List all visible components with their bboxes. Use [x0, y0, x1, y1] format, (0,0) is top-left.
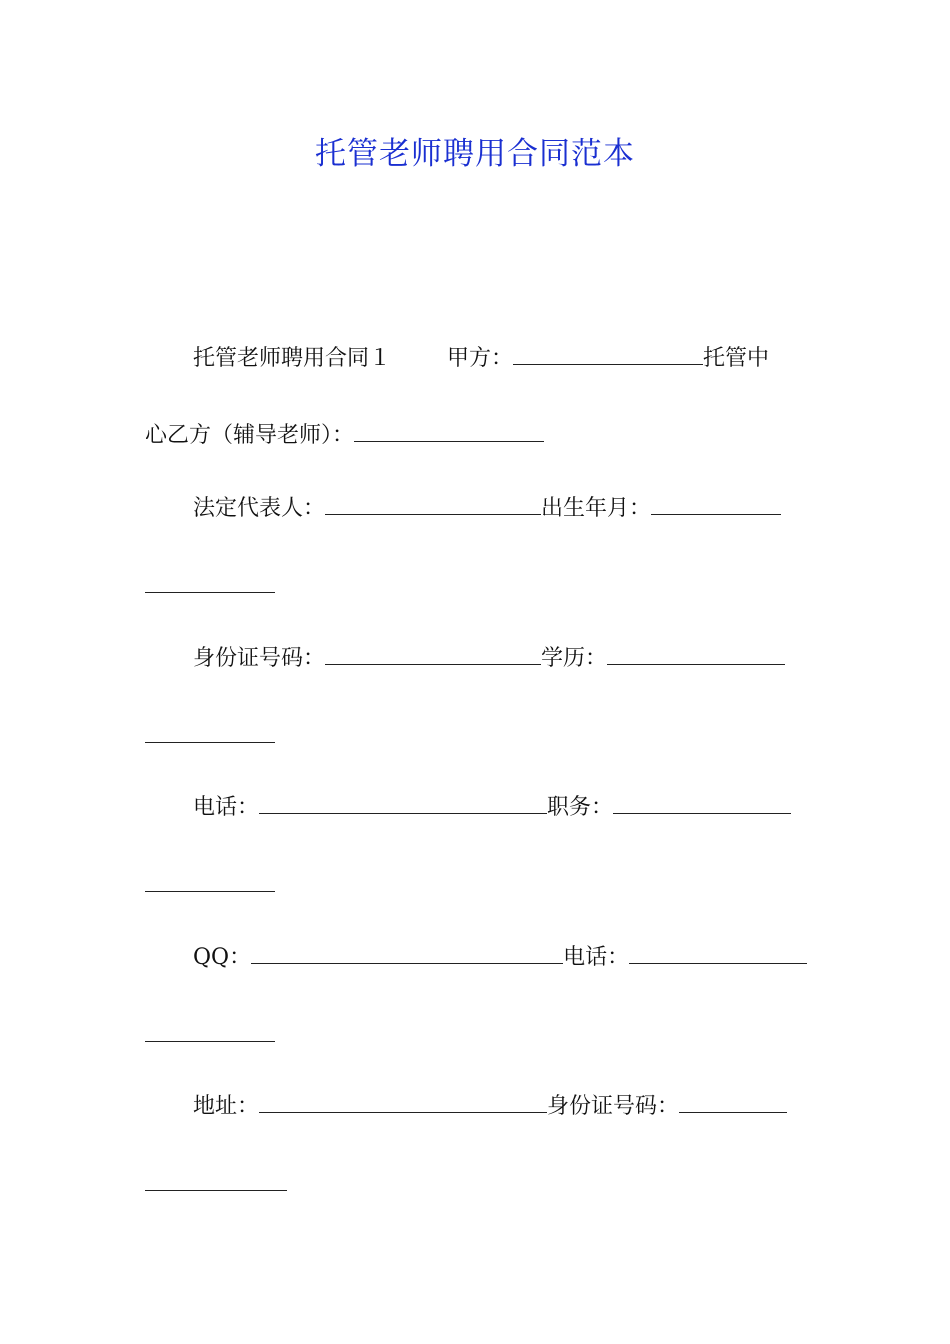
line-education-continued	[145, 722, 275, 752]
line-address	[193, 1092, 787, 1122]
phone2-label: 电话：	[563, 945, 630, 970]
line-legal-rep	[193, 494, 781, 524]
birth-label: 出生年月：	[541, 496, 652, 521]
address-blank[interactable]	[259, 1092, 547, 1113]
line-intro	[193, 344, 769, 374]
line-position-continued	[145, 871, 275, 901]
phone-label: 电话：	[193, 795, 260, 820]
legal-rep-label: 法定代表人：	[193, 496, 326, 521]
education-blank[interactable]	[607, 644, 785, 665]
line-id-number	[193, 644, 785, 674]
line-id-number2-continued	[145, 1170, 287, 1200]
position-blank-continued[interactable]	[145, 871, 275, 892]
line-party-b	[145, 421, 544, 451]
party-a-label: 甲方：	[447, 346, 514, 371]
position-blank[interactable]	[613, 793, 791, 814]
line-phone	[193, 793, 791, 823]
id-number2-blank-continued[interactable]	[145, 1170, 287, 1191]
contract-number-label: 托管老师聘用合同１	[193, 346, 392, 371]
education-label: 学历：	[541, 646, 608, 671]
phone-blank[interactable]	[259, 793, 547, 814]
party-b-blank[interactable]	[354, 421, 544, 442]
qq-label: QQ：	[193, 945, 252, 970]
birth-blank-continued[interactable]	[145, 572, 275, 593]
party-a-blank[interactable]	[513, 344, 703, 365]
education-blank-continued[interactable]	[145, 722, 275, 743]
id-number2-blank[interactable]	[679, 1092, 787, 1113]
document-title: 托管老师聘用合同范本	[315, 136, 635, 172]
line1-tail-text: 托管中	[703, 346, 770, 371]
party-b-label: 心乙方（辅导老师）：	[145, 423, 355, 448]
id-number-label: 身份证号码：	[193, 646, 326, 671]
line-birth-continued	[145, 572, 275, 602]
phone2-blank[interactable]	[629, 943, 807, 964]
legal-rep-blank[interactable]	[325, 494, 541, 515]
id-number2-label: 身份证号码：	[547, 1094, 680, 1119]
phone2-blank-continued[interactable]	[145, 1021, 275, 1042]
id-number-blank[interactable]	[325, 644, 541, 665]
position-label: 职务：	[547, 795, 614, 820]
qq-blank[interactable]	[251, 943, 563, 964]
address-label: 地址：	[193, 1094, 260, 1119]
birth-blank[interactable]	[651, 494, 781, 515]
line-qq	[193, 943, 807, 973]
line-phone2-continued	[145, 1021, 275, 1051]
